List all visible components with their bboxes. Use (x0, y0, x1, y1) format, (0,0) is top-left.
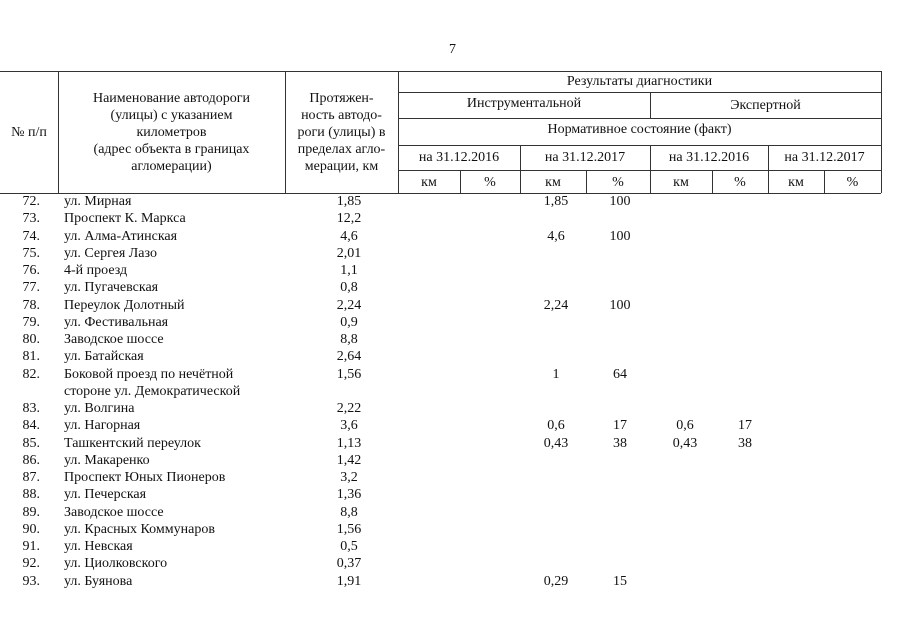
row-length: 0,9 (340, 314, 358, 330)
row-value: 0,43 (543, 435, 569, 451)
header-name-line: (улицы) с указанием (110, 108, 233, 123)
row-value: 17 (738, 418, 752, 434)
row-number: 90. (22, 521, 40, 537)
header-date: на 31.12.2016 (418, 150, 500, 165)
header-length-line: мерации, км (304, 159, 379, 174)
row-road-name: ул. Фестивальная (64, 314, 169, 330)
row-length: 2,24 (336, 297, 362, 313)
row-road-name: Переулок Долотный (64, 297, 185, 313)
row-value: 0,6 (676, 418, 694, 434)
row-value: 15 (613, 573, 627, 589)
header-unit: % (484, 175, 496, 190)
row-number: 84. (22, 418, 40, 434)
row-length: 1,56 (336, 521, 362, 537)
row-length: 12,2 (336, 211, 362, 227)
row-road-name: 4-й проезд (64, 263, 128, 278)
page-number: 7 (449, 42, 456, 57)
header-name-line: Наименование автодороги (92, 91, 251, 106)
row-value: 17 (613, 418, 627, 434)
row-length: 1,42 (336, 452, 362, 468)
row-number: 77. (22, 280, 40, 296)
row-number: 92. (22, 556, 40, 572)
row-number: 75. (22, 245, 40, 261)
row-length: 1,36 (336, 487, 362, 503)
row-length: 2,01 (336, 245, 362, 261)
row-value: 0,29 (543, 573, 569, 589)
row-value: 100 (609, 194, 631, 209)
row-road-name: ул. Мирная (64, 194, 132, 209)
header-unit: км (673, 175, 689, 190)
row-number: 80. (22, 332, 40, 347)
header-length-line: ность автодо- (301, 108, 382, 123)
row-number: 74. (22, 228, 40, 244)
row-road-name: ул. Макаренко (64, 452, 150, 468)
row-value: 38 (613, 435, 627, 451)
row-road-name: ул. Пугачевская (64, 280, 159, 296)
row-road-name: ул. Волгина (64, 401, 135, 416)
header-unit: км (545, 175, 561, 190)
header-date: на 31.12.2017 (544, 150, 626, 165)
row-road-name: Проспект К. Маркса (64, 211, 186, 227)
row-length: 2,22 (336, 401, 362, 416)
row-length: 3,2 (340, 470, 358, 485)
row-number: 72. (22, 194, 40, 209)
header-unit: % (846, 175, 859, 190)
row-number: 87. (22, 470, 40, 485)
row-number: 93. (22, 573, 40, 589)
row-road-name: стороне ул. Демократической (64, 383, 241, 399)
row-value: 1 (552, 366, 560, 382)
header-length-line: пределах агло- (297, 142, 386, 157)
row-length: 4,6 (340, 228, 358, 244)
header-num: № п/п (11, 125, 47, 140)
header-unit: % (734, 175, 746, 190)
row-road-name: Ташкентский переулок (64, 435, 201, 451)
header-name-line: (адрес объекта в границах (93, 142, 250, 157)
header-date: на 31.12.2017 (784, 150, 865, 165)
header-length-line: Протяжен- (309, 91, 374, 106)
row-number: 79. (22, 314, 40, 330)
row-number: 85. (22, 435, 40, 451)
row-number: 88. (22, 487, 40, 503)
row-value: 64 (613, 366, 627, 382)
row-value: 100 (609, 228, 631, 244)
row-number: 89. (22, 504, 40, 520)
row-road-name: ул. Нагорная (64, 418, 141, 434)
row-value: 0,6 (547, 418, 565, 434)
row-length: 1,91 (336, 573, 362, 589)
row-road-name: ул. Невская (64, 539, 133, 554)
header-name (58, 90, 285, 175)
header-name-line: агломерации) (131, 159, 212, 174)
row-road-name: ул. Буянова (64, 573, 133, 589)
row-length: 1,1 (340, 263, 358, 278)
row-number: 82. (22, 366, 40, 382)
header-unit: км (421, 175, 437, 190)
row-length: 8,8 (340, 332, 358, 347)
row-number: 81. (22, 349, 40, 365)
row-number: 78. (22, 297, 40, 313)
row-value: 38 (738, 435, 752, 451)
row-road-name: ул. Циолковского (64, 556, 168, 572)
row-road-name: ул. Батайская (64, 349, 144, 365)
row-length: 0,5 (340, 539, 358, 554)
row-length: 1,56 (336, 366, 362, 382)
row-length: 0,8 (340, 280, 358, 296)
header-length-line: роги (улицы) в (297, 125, 386, 140)
row-number: 91. (22, 539, 40, 554)
header-name-line: километров (136, 125, 207, 140)
row-value: 100 (609, 297, 631, 313)
row-length: 1,13 (336, 435, 362, 451)
row-value: 0,43 (672, 435, 698, 451)
row-number: 73. (22, 211, 40, 227)
row-number: 83. (22, 401, 40, 416)
header-date: на 31.12.2016 (668, 150, 750, 165)
header-results: Результаты диагностики (566, 74, 713, 89)
row-value: 2,24 (543, 297, 569, 313)
row-road-name: Проспект Юных Пионеров (64, 470, 226, 485)
row-length: 3,6 (340, 418, 358, 434)
row-length: 1,85 (336, 194, 362, 209)
header-instrumental: Инструментальной (466, 96, 582, 111)
row-road-name: ул. Печерская (64, 487, 147, 503)
row-value: 4,6 (547, 228, 565, 244)
row-road-name: ул. Красных Коммунаров (64, 521, 215, 537)
row-road-name: ул. Алма-Атинская (64, 228, 178, 244)
row-length: 8,8 (340, 504, 358, 520)
header-length (285, 90, 398, 175)
header-normative: Нормативное состояние (факт) (547, 122, 732, 137)
row-road-name: Заводское шоссе (64, 504, 164, 520)
row-number: 86. (22, 452, 40, 468)
row-value: 1,85 (543, 194, 569, 209)
header-unit: км (788, 175, 804, 190)
row-road-name: ул. Сергея Лазо (64, 245, 157, 261)
header-expert: Экспертной (730, 98, 801, 113)
row-road-name: Заводское шоссе (64, 332, 164, 347)
header-unit: % (612, 175, 624, 190)
row-road-name: Боковой проезд по нечётной (64, 366, 234, 382)
row-length: 2,64 (336, 349, 362, 365)
row-number: 76. (22, 263, 40, 278)
row-length: 0,37 (336, 556, 362, 572)
